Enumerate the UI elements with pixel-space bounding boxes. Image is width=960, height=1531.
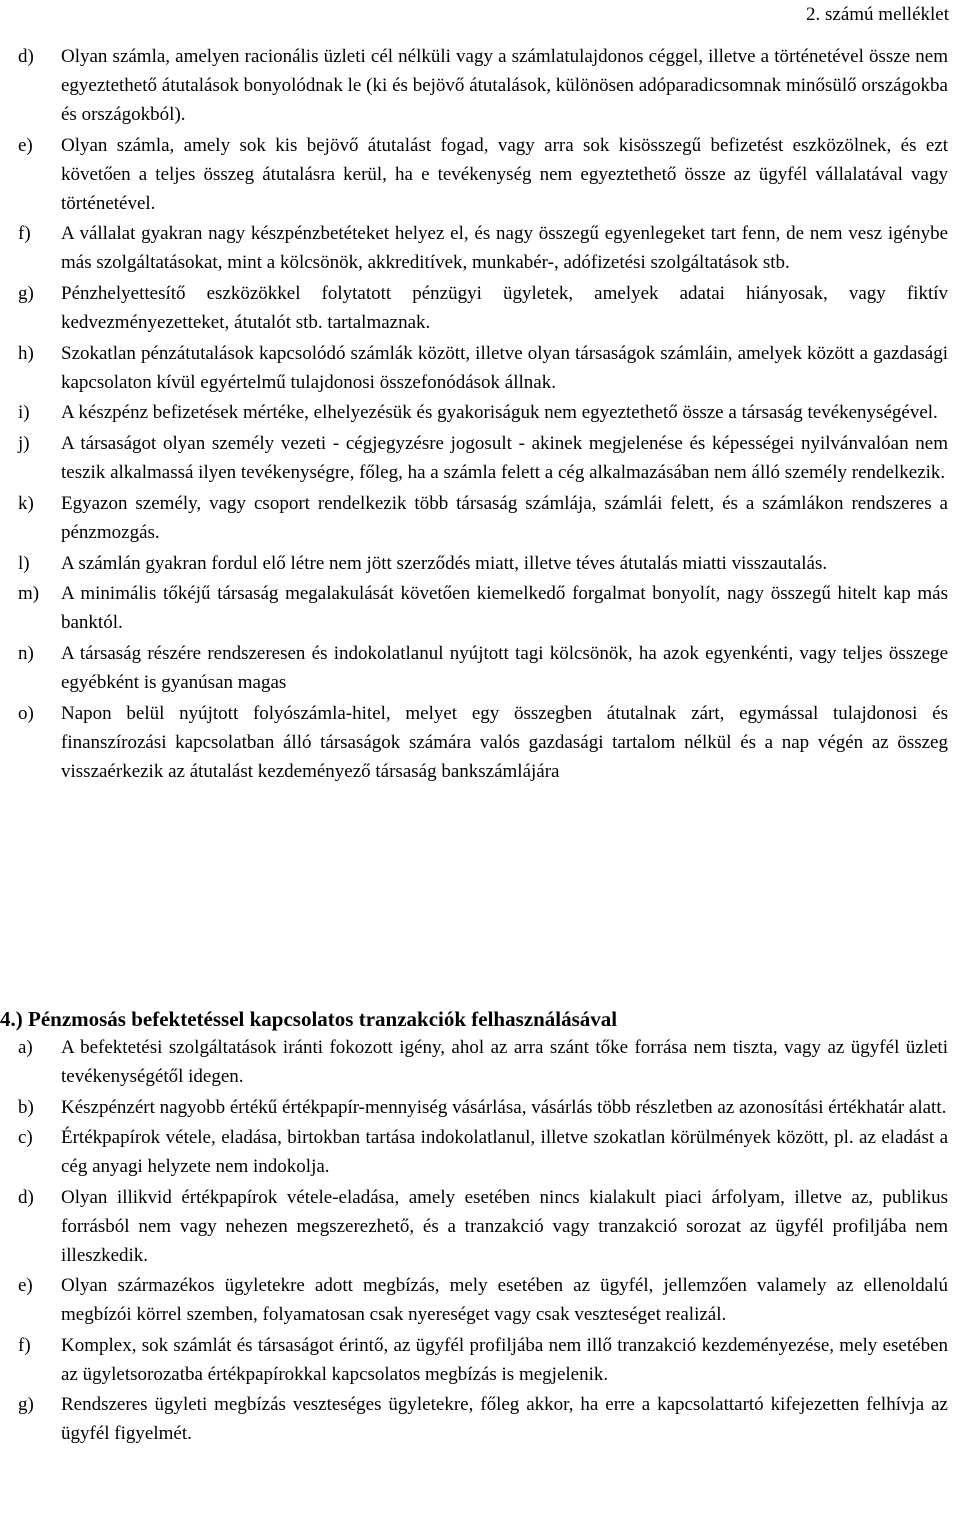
- list-item-text: Napon belül nyújtott folyószámla-hitel, melyet egy összegben átutalnak zárt, egymással tulajdonosi és finanszírozási kapcsolatban álló társaságok számára valós gazdasági tartalom nélkül és a nap végén az összeg visszaérkezik az átutalást kezdeményező társaság bankszámlájára: [61, 702, 948, 782]
- suspicious-account-list: [18, 42, 948, 787]
- list-item-letter: d): [18, 1186, 34, 1208]
- list-item-letter: b): [18, 1096, 34, 1118]
- list-item: [18, 1093, 948, 1122]
- list-item-letter: e): [18, 1275, 33, 1296]
- list-item-letter: m): [18, 583, 40, 605]
- list-item-text: Olyan illikvid értékpapírok vétele-eladása, amely esetében nincs kialakult piaci árfolyam, illetve az, publikus forrásból nem vagy nehezen megszerezhető, és a tranzakció vagy tranzakció sorozat az ügyfél profiljába nem illeszkedik.: [61, 1186, 948, 1266]
- list-item-text: Rendszeres ügyleti megbízás veszteséges ügyletekre, főleg akkor, ha erre a kapcsolattartó kifejezetten felhívja az ügyfél figyelmét.: [61, 1394, 948, 1444]
- list-item-text: Pénzhelyettesítő eszközökkel folytatott pénzügyi ügyletek, amelyek adatai hiányosak, vagy fiktív kedvezményezetteket, átutalót stb. tartalmaznak.: [61, 283, 948, 334]
- list-item: [18, 131, 948, 218]
- list-item: [18, 1271, 948, 1329]
- list-item-text: Komplex, sok számlát és társaságot érintő, az ügyfél profiljába nem illő tranzakció kezdeményezése, mely esetében az ügyletsorozatba értékpapírokkal kapcsolatos megbízás is megjelenik.: [61, 1334, 948, 1385]
- list-item: [18, 489, 948, 547]
- list-item-text: A befektetési szolgáltatások iránti fokozott igény, ahol az arra szánt tőke forrása nem tiszta, vagy az ügyfél üzleti tevékenységétől idegen.: [61, 1037, 948, 1087]
- list-item-text: A társaságot olyan személy vezeti - cégjegyzésre jogosult - akinek megjelenése és képességei nyilvánvalóan nem teszik alkalmassá ilyen tevékenységre, főleg, ha a számla felett a cég alkalmazásában nem álló személy rendelkezik.: [61, 433, 948, 484]
- list-item-text: A vállalat gyakran nagy készpénzbetéteket helyez el, és nagy összegű egyenlegeket tart fenn, de nem vesz igénybe más szolgáltatásokat, mint a kölcsönök, akkreditívek, munkabér-, adófizetési szolgáltatások stb.: [61, 223, 948, 274]
- list-item-letter: k): [18, 492, 34, 514]
- list-item: [18, 579, 948, 637]
- list-item: [18, 639, 948, 697]
- list-item-letter: g): [18, 283, 34, 305]
- list-item-text: A számlán gyakran fordul elő létre nem jött szerződés miatt, illetve téves átutalás miatti visszautalás.: [61, 552, 828, 574]
- list-item-text: Olyan számla, amelyen racionális üzleti cél nélküli vagy a számlatulajdonos céggel, illetve a történetével össze nem egyeztethető átutalások bonyolódnak le (ki és bejövő átutalások, különösen adóparadicsomnak minősülő országokba és országokból).: [61, 46, 948, 125]
- list-item-letter: h): [18, 342, 34, 364]
- list-item-letter: f): [18, 1334, 31, 1356]
- list-item-text: A társaság részére rendszeresen és indokolatlanul nyújtott tagi kölcsönök, ha azok egyenkénti, vagy teljes összege egyébként is gyanúsan magas: [61, 642, 948, 693]
- list-item-letter: e): [18, 134, 33, 156]
- list-item-text: Egyazon személy, vagy csoport rendelkezik több társaság számlája, számlái felett, és a számlákon rendszeres a pénzmozgás.: [61, 492, 948, 543]
- list-item-letter: c): [18, 1127, 33, 1148]
- list-item-text: Olyan származékos ügyletekre adott megbízás, mely esetében az ügyfél, jellemzően valamely az ellenoldalú megbízói körrel szemben, folyamatosan csak nyereséget vagy csak veszteséget realizál.: [61, 1275, 948, 1325]
- list-item: [18, 279, 948, 337]
- list-item-text: Szokatlan pénzátutalások kapcsolódó számlák között, illetve olyan társaságok számláin, amelyek között a gazdasági kapcsolaton kívül egyértelmű tulajdonosi összefonódások állnak.: [61, 342, 948, 393]
- list-item: [18, 1390, 948, 1448]
- investment-transaction-list: [18, 1033, 948, 1450]
- list-item-letter: g): [18, 1394, 34, 1415]
- list-item: [18, 42, 948, 129]
- list-item-letter: l): [18, 552, 30, 574]
- annex-label: 2. számú melléklet: [806, 4, 949, 25]
- list-item-text: A minimális tőkéjű társaság megalakulását követően kiemelkedő forgalmat bonyolít, nagy összegű hitelt kap más banktól.: [61, 583, 948, 634]
- list-item: [18, 1331, 948, 1389]
- list-item-letter: o): [18, 702, 34, 724]
- list-item: [18, 219, 948, 277]
- list-item: [18, 398, 948, 427]
- list-item: [18, 699, 948, 786]
- list-item-text: Olyan számla, amely sok kis bejövő átutalást fogad, vagy arra sok kisösszegű befizetést eszközölnek, és ezt követően a teljes összeg átutalásra kerül, ha e tevékenység nem egyeztethető össze az ügyfél vállalatával vagy történetével.: [61, 134, 948, 214]
- list-item-letter: j): [18, 433, 30, 455]
- section-4-title: 4.) Pénzmosás befektetéssel kapcsolatos tranzakciók felhasználásával: [0, 1007, 618, 1031]
- list-item: [18, 339, 948, 397]
- list-item: [18, 1033, 948, 1091]
- list-item: [18, 549, 948, 578]
- list-item-letter: f): [18, 223, 31, 245]
- list-item: [18, 429, 948, 487]
- list-item: [18, 1123, 948, 1181]
- list-item-text: Készpénzért nagyobb értékű értékpapír-mennyiség vásárlása, vásárlás több részletben az azonosítási értékhatár alatt.: [61, 1096, 947, 1118]
- list-item-letter: i): [18, 402, 30, 424]
- list-item-text: Értékpapírok vétele, eladása, birtokban tartása indokolatlanul, illetve szokatlan körülmények között, pl. az eladást a cég anyagi helyzete nem indokolja.: [61, 1127, 948, 1177]
- list-item-text: A készpénz befizetések mértéke, elhelyezésük és gyakoriságuk nem egyeztethető össze a társaság tevékenységével.: [61, 402, 938, 424]
- list-item-letter: d): [18, 46, 34, 67]
- list-item: [18, 1183, 948, 1270]
- list-item-letter: n): [18, 642, 34, 664]
- list-item-letter: a): [18, 1037, 33, 1058]
